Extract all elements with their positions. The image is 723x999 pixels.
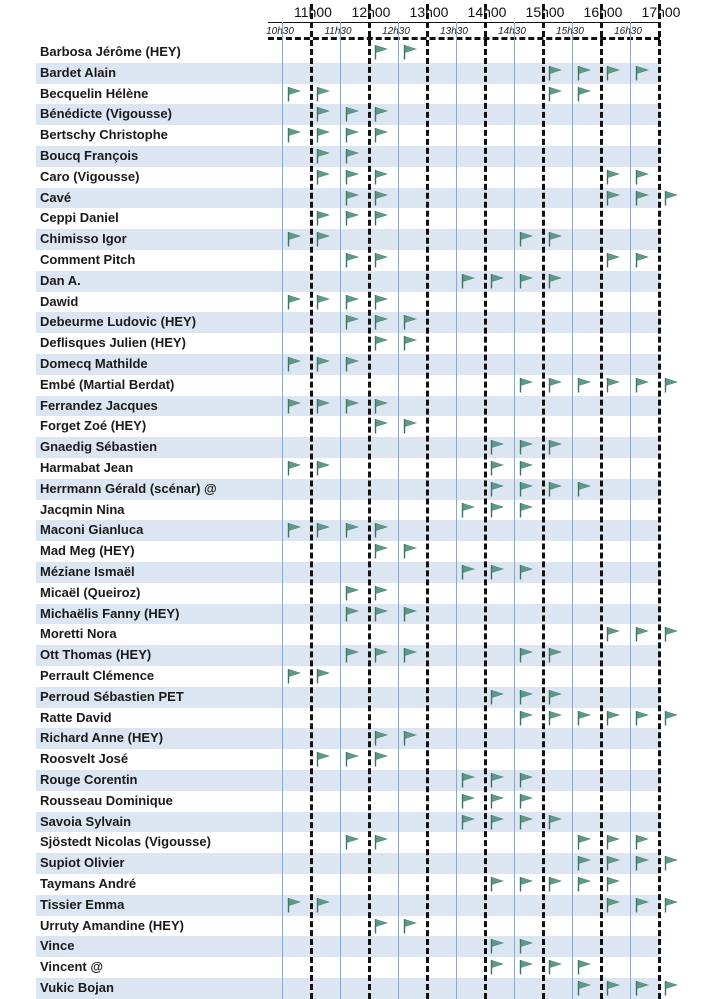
flag-icon (519, 502, 533, 518)
flag-icon (519, 647, 533, 663)
flag-icon (577, 855, 591, 871)
participant-name: Vincent @ (40, 959, 104, 975)
participant-name: Jacqmin Nina (40, 501, 125, 517)
flag-icon (606, 65, 620, 81)
participant-name: Cavé (40, 189, 72, 205)
flag-icon (519, 273, 533, 289)
flag-icon (635, 897, 649, 913)
flag-icon (635, 710, 649, 726)
participant-name: Tissier Emma (40, 896, 125, 912)
flag-icon (664, 190, 678, 206)
flag-icon (403, 543, 417, 559)
hour-gridline (600, 4, 603, 999)
flag-icon (287, 356, 301, 372)
flag-icon (519, 460, 533, 476)
hour-label: 13h00 (409, 4, 449, 20)
hour-label: 12h00 (351, 4, 391, 20)
flag-icon (374, 210, 388, 226)
participant-name: Richard Anne (HEY) (40, 730, 164, 746)
participant-name: Sjöstedt Nicolas (Vigousse) (40, 834, 211, 850)
flag-icon (316, 86, 330, 102)
flag-icon (606, 834, 620, 850)
flag-icon (635, 855, 649, 871)
flag-icon (403, 44, 417, 60)
flag-icon (316, 148, 330, 164)
flag-icon (664, 626, 678, 642)
flag-icon (287, 231, 301, 247)
flag-icon (316, 169, 330, 185)
hour-gridline (484, 4, 487, 999)
participant-name: Mad Meg (HEY) (40, 543, 135, 559)
half-hour-label: 15h30 (556, 26, 584, 37)
flag-icon (577, 377, 591, 393)
flag-icon (374, 647, 388, 663)
half-hour-gridline (514, 22, 515, 999)
flag-icon (548, 481, 562, 497)
participant-name: Dan A. (40, 272, 81, 288)
flag-icon (374, 418, 388, 434)
flag-icon (519, 481, 533, 497)
flag-icon (345, 834, 359, 850)
flag-icon (606, 377, 620, 393)
flag-icon (316, 751, 330, 767)
flag-icon (374, 44, 388, 60)
flag-icon (548, 273, 562, 289)
flag-icon (635, 252, 649, 268)
flag-icon (316, 210, 330, 226)
half-hour-label: 14h30 (498, 26, 526, 37)
participant-name: Moretti Nora (40, 626, 117, 642)
flag-icon (606, 980, 620, 996)
participant-name: Bertschy Christophe (40, 127, 168, 143)
half-hour-label: 10h30 (266, 26, 294, 37)
participant-name: Micaël (Queiroz) (40, 584, 141, 600)
participant-name: Herrmann Gérald (scénar) @ (40, 480, 217, 496)
flag-icon (606, 710, 620, 726)
flag-icon (374, 834, 388, 850)
flag-icon (345, 252, 359, 268)
half-hour-label: 16h30 (614, 26, 642, 37)
flag-icon (490, 793, 504, 809)
flag-icon (635, 980, 649, 996)
flag-icon (519, 876, 533, 892)
hour-label: 14h00 (467, 4, 507, 20)
flag-icon (374, 169, 388, 185)
flag-icon (403, 918, 417, 934)
participant-name: Ferrandez Jacques (40, 397, 158, 413)
flag-icon (287, 294, 301, 310)
flag-icon (461, 814, 475, 830)
flag-icon (374, 314, 388, 330)
flag-icon (345, 647, 359, 663)
flag-icon (403, 606, 417, 622)
participant-name: Vince (40, 938, 75, 954)
participant-name: Forget Zoé (HEY) (40, 418, 147, 434)
flag-icon (287, 668, 301, 684)
flag-icon (635, 626, 649, 642)
participant-name: Gnaedig Sébastien (40, 439, 158, 455)
participant-name: Ott Thomas (HEY) (40, 647, 152, 663)
hour-label: 16h00 (583, 4, 623, 20)
flag-icon (403, 335, 417, 351)
flag-icon (519, 814, 533, 830)
flag-icon (345, 314, 359, 330)
flag-icon (374, 751, 388, 767)
flag-icon (490, 564, 504, 580)
flag-icon (316, 231, 330, 247)
flag-icon (345, 190, 359, 206)
flag-icon (635, 65, 649, 81)
flag-icon (519, 772, 533, 788)
participant-name: Bardet Alain (40, 64, 117, 80)
flag-icon (519, 793, 533, 809)
participant-name: Ceppi Daniel (40, 210, 119, 226)
flag-icon (316, 294, 330, 310)
participant-name: Domecq Mathilde (40, 356, 148, 371)
half-hour-gridline (282, 22, 283, 999)
flag-icon (577, 876, 591, 892)
hour-gridline (310, 4, 313, 999)
hour-gridline (542, 4, 545, 999)
flag-icon (345, 398, 359, 414)
flag-icon (519, 959, 533, 975)
half-hour-gridline (456, 22, 457, 999)
flag-icon (519, 564, 533, 580)
flag-icon (664, 855, 678, 871)
participant-name: Dawid (40, 293, 79, 309)
flag-icon (374, 127, 388, 143)
flag-icon (577, 710, 591, 726)
flag-icon (461, 772, 475, 788)
hour-gridline (368, 4, 371, 999)
participant-name: Méziane Ismaël (40, 564, 135, 579)
flag-icon (287, 897, 301, 913)
flag-icon (490, 938, 504, 954)
participant-name: Savoia Sylvain (40, 813, 132, 829)
half-hour-label: 11h30 (324, 26, 352, 37)
flag-icon (519, 377, 533, 393)
flag-icon (345, 606, 359, 622)
flag-icon (548, 65, 562, 81)
flag-icon (606, 169, 620, 185)
flag-icon (345, 585, 359, 601)
flag-icon (606, 190, 620, 206)
participant-name: Supiot Olivier (40, 855, 125, 871)
flag-icon (519, 231, 533, 247)
flag-icon (548, 710, 562, 726)
flag-icon (374, 543, 388, 559)
flag-icon (374, 730, 388, 746)
flag-icon (287, 460, 301, 476)
flag-icon (403, 730, 417, 746)
flag-icon (548, 959, 562, 975)
flag-icon (345, 148, 359, 164)
participant-name: Bénédicte (Vigousse) (40, 106, 172, 122)
hour-gridline (426, 4, 429, 999)
flag-icon (577, 86, 591, 102)
flag-icon (548, 876, 562, 892)
flag-icon (316, 668, 330, 684)
flag-icon (374, 522, 388, 538)
participant-name: Chimisso Igor (40, 231, 127, 247)
half-hour-gridline (340, 22, 341, 999)
participant-name: Ratte David (40, 709, 112, 725)
hour-label: 15h00 (525, 4, 565, 20)
half-hour-label: 13h30 (440, 26, 468, 37)
flag-icon (577, 65, 591, 81)
flag-icon (345, 127, 359, 143)
participant-name: Debeurme Ludovic (HEY) (40, 314, 197, 330)
flag-icon (635, 834, 649, 850)
hour-gridline (658, 4, 661, 999)
flag-icon (287, 522, 301, 538)
flag-icon (519, 689, 533, 705)
flag-icon (345, 356, 359, 372)
participant-name: Deflisques Julien (HEY) (40, 335, 186, 351)
flag-icon (345, 106, 359, 122)
participant-name: Becquelin Hélène (40, 85, 149, 101)
participant-name: Rousseau Dominique (40, 792, 173, 808)
hour-label: 11h00 (294, 4, 332, 20)
flag-icon (606, 897, 620, 913)
hour-label: 17h00 (641, 4, 681, 20)
flag-icon (664, 897, 678, 913)
flag-icon (635, 169, 649, 185)
flag-icon (287, 398, 301, 414)
participant-name: Caro (Vigousse) (40, 168, 140, 184)
participant-name: Barbosa Jérôme (HEY) (40, 44, 181, 59)
flag-icon (374, 606, 388, 622)
flag-icon (403, 314, 417, 330)
participant-name: Rouge Corentin (40, 772, 138, 787)
flag-icon (316, 897, 330, 913)
flag-icon (606, 626, 620, 642)
flag-icon (403, 647, 417, 663)
participant-name: Michaëlis Fanny (HEY) (40, 605, 180, 621)
flag-icon (345, 210, 359, 226)
participant-name: Comment Pitch (40, 252, 136, 267)
flag-icon (548, 231, 562, 247)
flag-icon (461, 273, 475, 289)
flag-icon (664, 710, 678, 726)
flag-icon (490, 481, 504, 497)
participant-name: Urruty Amandine (HEY) (40, 917, 184, 933)
flag-icon (490, 689, 504, 705)
flag-icon (374, 918, 388, 934)
flag-icon (548, 377, 562, 393)
participant-name: Perroud Sébastien PET (40, 688, 184, 704)
participant-name: Vukic Bojan (40, 980, 114, 995)
flag-icon (374, 398, 388, 414)
flag-icon (316, 522, 330, 538)
flag-icon (490, 439, 504, 455)
flag-icon (490, 876, 504, 892)
participant-name: Boucq François (40, 148, 139, 163)
flag-icon (635, 190, 649, 206)
flag-icon (287, 127, 301, 143)
flag-icon (519, 938, 533, 954)
flag-icon (374, 294, 388, 310)
participant-name: Roosvelt José (40, 751, 129, 767)
flag-icon (374, 190, 388, 206)
half-hour-label: 12h30 (382, 26, 410, 37)
flag-icon (606, 876, 620, 892)
flag-icon (519, 710, 533, 726)
flag-icon (548, 814, 562, 830)
half-hour-gridline (398, 22, 399, 999)
flag-icon (461, 793, 475, 809)
flag-icon (490, 772, 504, 788)
participant-name: Harmabat Jean (40, 460, 134, 475)
flag-icon (345, 169, 359, 185)
flag-icon (490, 273, 504, 289)
flag-icon (606, 252, 620, 268)
participant-name: Taymans André (40, 876, 137, 891)
flag-icon (664, 980, 678, 996)
flag-icon (664, 377, 678, 393)
flag-icon (461, 564, 475, 580)
flag-icon (490, 814, 504, 830)
half-hour-gridline (572, 22, 573, 999)
half-hour-gridline (630, 22, 631, 999)
flag-icon (287, 86, 301, 102)
flag-icon (577, 834, 591, 850)
flag-icon (548, 439, 562, 455)
flag-icon (548, 86, 562, 102)
flag-icon (519, 439, 533, 455)
flag-icon (461, 502, 475, 518)
participant-name: Embé (Martial Berdat) (40, 376, 175, 392)
flag-icon (345, 751, 359, 767)
flag-icon (490, 460, 504, 476)
flag-icon (548, 689, 562, 705)
flag-icon (345, 522, 359, 538)
flag-icon (316, 398, 330, 414)
flag-icon (316, 127, 330, 143)
flag-icon (316, 460, 330, 476)
flag-icon (490, 502, 504, 518)
flag-icon (577, 980, 591, 996)
flag-icon (316, 356, 330, 372)
flag-icon (374, 585, 388, 601)
flag-icon (316, 106, 330, 122)
flag-icon (606, 855, 620, 871)
flag-icon (548, 647, 562, 663)
flag-icon (490, 959, 504, 975)
flag-icon (374, 106, 388, 122)
flag-icon (403, 418, 417, 434)
flag-icon (345, 294, 359, 310)
flag-icon (577, 481, 591, 497)
participant-name: Perrault Clémence (40, 668, 155, 683)
flag-icon (577, 959, 591, 975)
flag-icon (374, 335, 388, 351)
flag-icon (635, 377, 649, 393)
participant-name: Maconi Gianluca (40, 522, 144, 538)
flag-icon (374, 252, 388, 268)
